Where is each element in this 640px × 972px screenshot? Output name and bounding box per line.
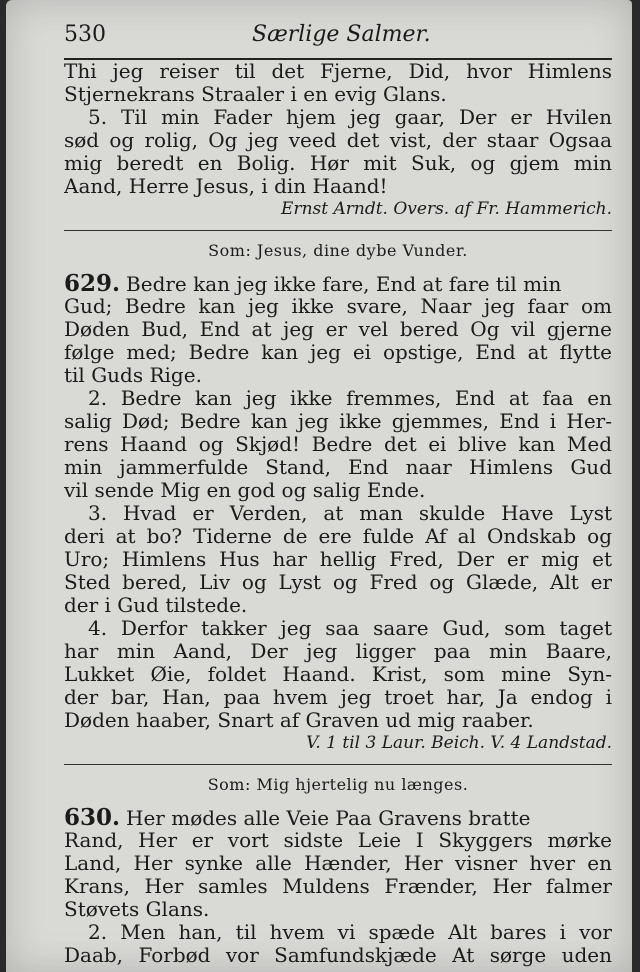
tune-line: Som: Mig hjertelig nu længes. (207, 775, 469, 794)
text-line: Thi jeg reiser til det Fjerne, Did, hvor Himlens (64, 60, 612, 83)
text-line: har min Aand, Der jeg ligger paa min Baare, (64, 640, 612, 663)
text-line: Lukket Øie, foldet Haand. Krist, som mine Syn- (64, 663, 612, 686)
hymn-byline: V. 1 til 3 Laur. Beich. V. 4 Landstad. (306, 733, 612, 753)
text-line: Døden Bud, End at jeg er vel bered Og vil gjerne (64, 318, 612, 341)
text-line: Daab, Forbød vor Samfundskjæde At sørge uden (64, 944, 612, 967)
tune-line: Som: Jesus, dine dybe Vunder. (208, 241, 468, 260)
text-line: 4. Derfor takker jeg saa saare Gud, som taget (88, 617, 612, 640)
text-line: 2. Men han, til hvem vi spæde Alt bares i vor (88, 921, 612, 944)
text-line: mig beredt en Bolig. Hør mit Suk, og gjem min (64, 152, 612, 175)
running-title: Særlige Salmer. (252, 22, 431, 47)
text-line: Uro; Himlens Hus har hellig Fred, Der er mig et (64, 548, 612, 571)
hymn-separator (64, 221, 612, 239)
hymn-byline: Ernst Arndt. Overs. af Fr. Hammerich. (281, 199, 612, 219)
page-header (64, 22, 614, 56)
text-line: 3. Hvad er Verden, at man skulde Have Lyst (88, 502, 612, 525)
text-line: sød og rolig, Og jeg veed det vist, der staar Ogsaa (64, 129, 612, 152)
text-line: Rand, Her er vort sidste Leie I Skyggers mørke (64, 829, 612, 852)
text-line: Gud; Bedre kan jeg ikke svare, Naar jeg faar om (64, 295, 612, 318)
text-line: min jammerfulde Stand, End naar Himlens Gud (64, 456, 612, 479)
hymn-separator (64, 755, 612, 773)
book-page (6, 0, 632, 972)
text-line: 5. Til min Fader hjem jeg gaar, Der er Hvilen (88, 106, 612, 129)
text-line: der bar, Han, paa hvem jeg troet har, Ja endog i (64, 686, 612, 709)
text-line: Bedre kan jeg ikke fare, End at fare til min (126, 272, 562, 295)
text-line: Land, Her synke alle Hænder, Her visner hver en (64, 852, 612, 875)
page-number: 530 (64, 22, 106, 47)
text-line: 2. Bedre kan jeg ikke fremmes, End at faa en (88, 387, 612, 410)
text-line: vil sende Mig en god og salig Ende. (64, 479, 426, 502)
text-line: til Guds Rige. (64, 364, 202, 387)
text-line: Døden haaber, Snart af Graven ud mig raaber. (64, 709, 534, 732)
text-line: følge med; Bedre kan jeg ei opstige, End at flytte (64, 341, 612, 364)
hymn-number: 630. (64, 806, 121, 829)
text-line: rens Haand og Skjød! Bedre det ei blive kan Med (64, 433, 612, 456)
text-line: salig Død; Bedre kan jeg ikke gjemmes, End i Her- (64, 410, 612, 433)
text-line: der i Gud tilstede. (64, 594, 248, 617)
text-line: Krans, Her samles Muldens Frænder, Her falmer (64, 875, 612, 898)
hymn-first-line (64, 806, 612, 829)
text-line: Aand, Herre Jesus, i din Haand! (64, 175, 388, 198)
text-line: Stjernekrans Straaler i en evig Glans. (64, 83, 447, 106)
hymn-number: 629. (64, 272, 121, 295)
text-line: deri at bo? Tiderne de ere fulde Af al Ondskab og (64, 525, 612, 548)
text-line: Sted bered, Liv og Lyst og Fred og Glæde, Alt er (64, 571, 612, 594)
body-text (64, 60, 612, 967)
hymn-first-line (64, 272, 612, 295)
text-line: Støvets Glans. (64, 898, 210, 921)
text-line: Her mødes alle Veie Paa Gravens bratte (126, 806, 531, 829)
